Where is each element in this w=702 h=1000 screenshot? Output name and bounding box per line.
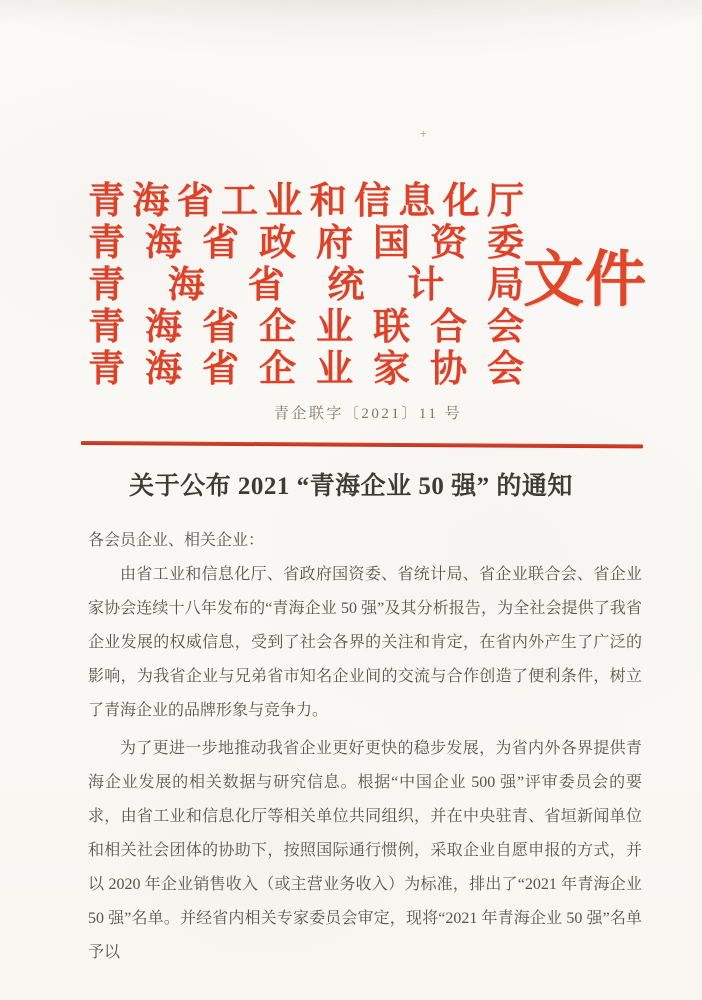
scan-artifact-mark: + xyxy=(420,127,427,140)
doc-type-label: 文件 xyxy=(523,247,648,314)
letterhead-org-line-2: 青 海 省 政 府 国 资 委 xyxy=(88,223,524,264)
document-number: 青企联字〔2021〕11 号 xyxy=(273,406,463,422)
body-paragraph-1: 由省工业和信息化厅、省政府国资委、省统计局、省企业联合会、省企业家协会连续十八年发布的“青海企业 50 强”及其分析报告，为全社会提供了我省企业发展的权威信息，受到了社会各界的关注和肯定，在省内外产生了广泛的影响，为我省企业与兄弟省市知名企业间的交流与合作创造了便利条件，树立了青海企业的品牌形象与竞争力。 xyxy=(88,566,642,719)
letterhead xyxy=(88,181,524,391)
letterhead-org-line-1: 青 海 省 工 业 和 信 息 化 厅 xyxy=(88,181,524,222)
document-body xyxy=(88,524,642,970)
salutation: 各会员企业、相关企业： xyxy=(88,532,265,549)
letterhead-org-line-4: 青 海 省 企 业 联 合 会 xyxy=(88,307,524,348)
body-paragraph-2: 为了更进一步地推动我省企业更好更快的稳步发展，为省内外各界提供青海企业发展的相关数据与研究信息。根据“中国企业 500 强”评审委员会的要求，由省工业和信息化厅等相关单位共同组织，并在中央驻青、省垣新闻单位和相关社会团体的协助下，按照国际通行惯例，采取企业自愿申报的方式，并以 2020 年企业销售收入（或主营业务收入）为标准，排出了“2021 年青海企业 50 强”名单。并经省内相关专家委员会审定，现将“2021 年青海企业 50 强”名单予以 xyxy=(88,740,642,961)
document-title: 关于公布 2021 “青海企业 50 强” 的通知 xyxy=(129,473,573,500)
letterhead-org-line-5: 青 海 省 企 业 家 协 会 xyxy=(88,349,524,390)
red-separator-line xyxy=(81,441,643,448)
letterhead-org-line-3: 青 海 省 统 计 局 xyxy=(88,265,524,306)
